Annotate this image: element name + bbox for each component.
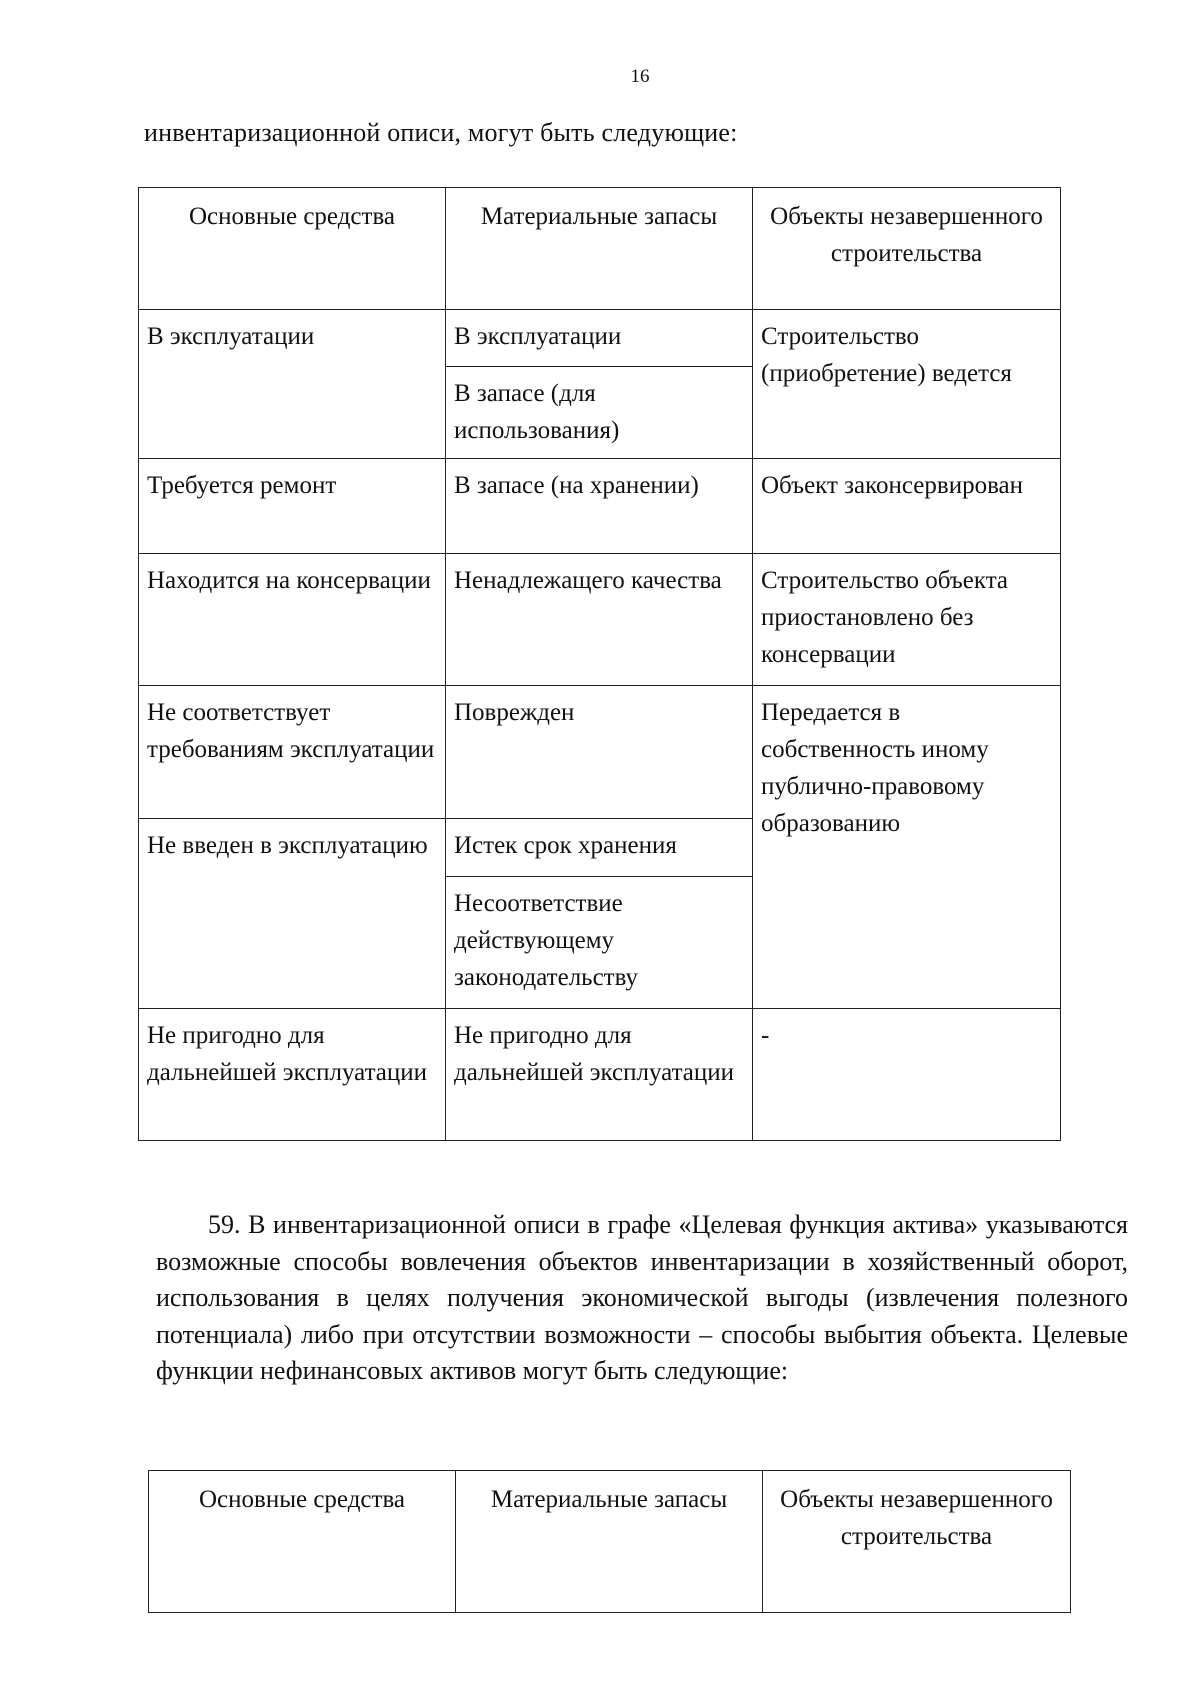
table-cell: Не пригодно для дальнейшей эксплуатации	[139, 1009, 446, 1141]
table-cell: -	[753, 1009, 1061, 1141]
table-cell: Строительство объекта приостановлено без консервации	[753, 554, 1061, 686]
table-cell: Строительство (приобретение) ведется	[753, 310, 1061, 459]
header-fixed-assets: Основные средства	[139, 188, 446, 310]
table-cell: В эксплуатации	[446, 310, 753, 367]
table-cell: Передается в собственность иному публично-правовому образованию	[753, 686, 1061, 1009]
asset-function-table	[148, 1470, 1071, 1613]
table-row	[139, 459, 1061, 554]
paragraph-59: 59. В инвентаризационной описи в графе «Целевая функция актива» указываются возможные способы вовлечения объектов инвентаризации в хозяйственный оборот, использования в целях получения экономической выгоды (извлечения полезного потенциала) либо при отсутствии возможности – способы выбытия объекта. Целевые функции нефинансовых активов могут быть следующие:	[156, 1210, 1128, 1385]
header-inventories: Материальные запасы	[446, 188, 753, 310]
table-cell: Истек срок хранения	[446, 819, 753, 877]
table-row	[139, 310, 1061, 367]
header-fixed-assets: Основные средства	[149, 1471, 456, 1613]
table-cell: Не введен в эксплуатацию	[139, 819, 446, 1009]
table-cell: Объект законсервирован	[753, 459, 1061, 554]
table-cell: Не соответствует требованиям эксплуатации	[139, 686, 446, 819]
table-cell: Ненадлежащего качества	[446, 554, 753, 686]
table-cell: Несоответствие действующему законодательству	[446, 877, 753, 1009]
page-number: 16	[630, 66, 650, 87]
table-cell: Требуется ремонт	[139, 459, 446, 554]
table-row	[139, 554, 1061, 686]
asset-status-table	[138, 187, 1061, 1141]
table-cell: Находится на консервации	[139, 554, 446, 686]
table-row	[139, 686, 1061, 819]
table-cell: В запасе (на хранении)	[446, 459, 753, 554]
table-row	[139, 1009, 1061, 1141]
table-cell: В эксплуатации	[139, 310, 446, 459]
table-header-row	[149, 1471, 1071, 1613]
header-construction-in-progress: Объекты незавершенного строительства	[753, 188, 1061, 310]
intro-line: инвентаризационной описи, могут быть следующие:	[144, 118, 738, 147]
table-cell: Поврежден	[446, 686, 753, 819]
table-cell: Не пригодно для дальнейшей эксплуатации	[446, 1009, 753, 1141]
header-inventories: Материальные запасы	[456, 1471, 763, 1613]
table-cell: В запасе (для использования)	[446, 367, 753, 459]
table-header-row	[139, 188, 1061, 310]
header-construction-in-progress: Объекты незавершенного строительства	[763, 1471, 1071, 1613]
